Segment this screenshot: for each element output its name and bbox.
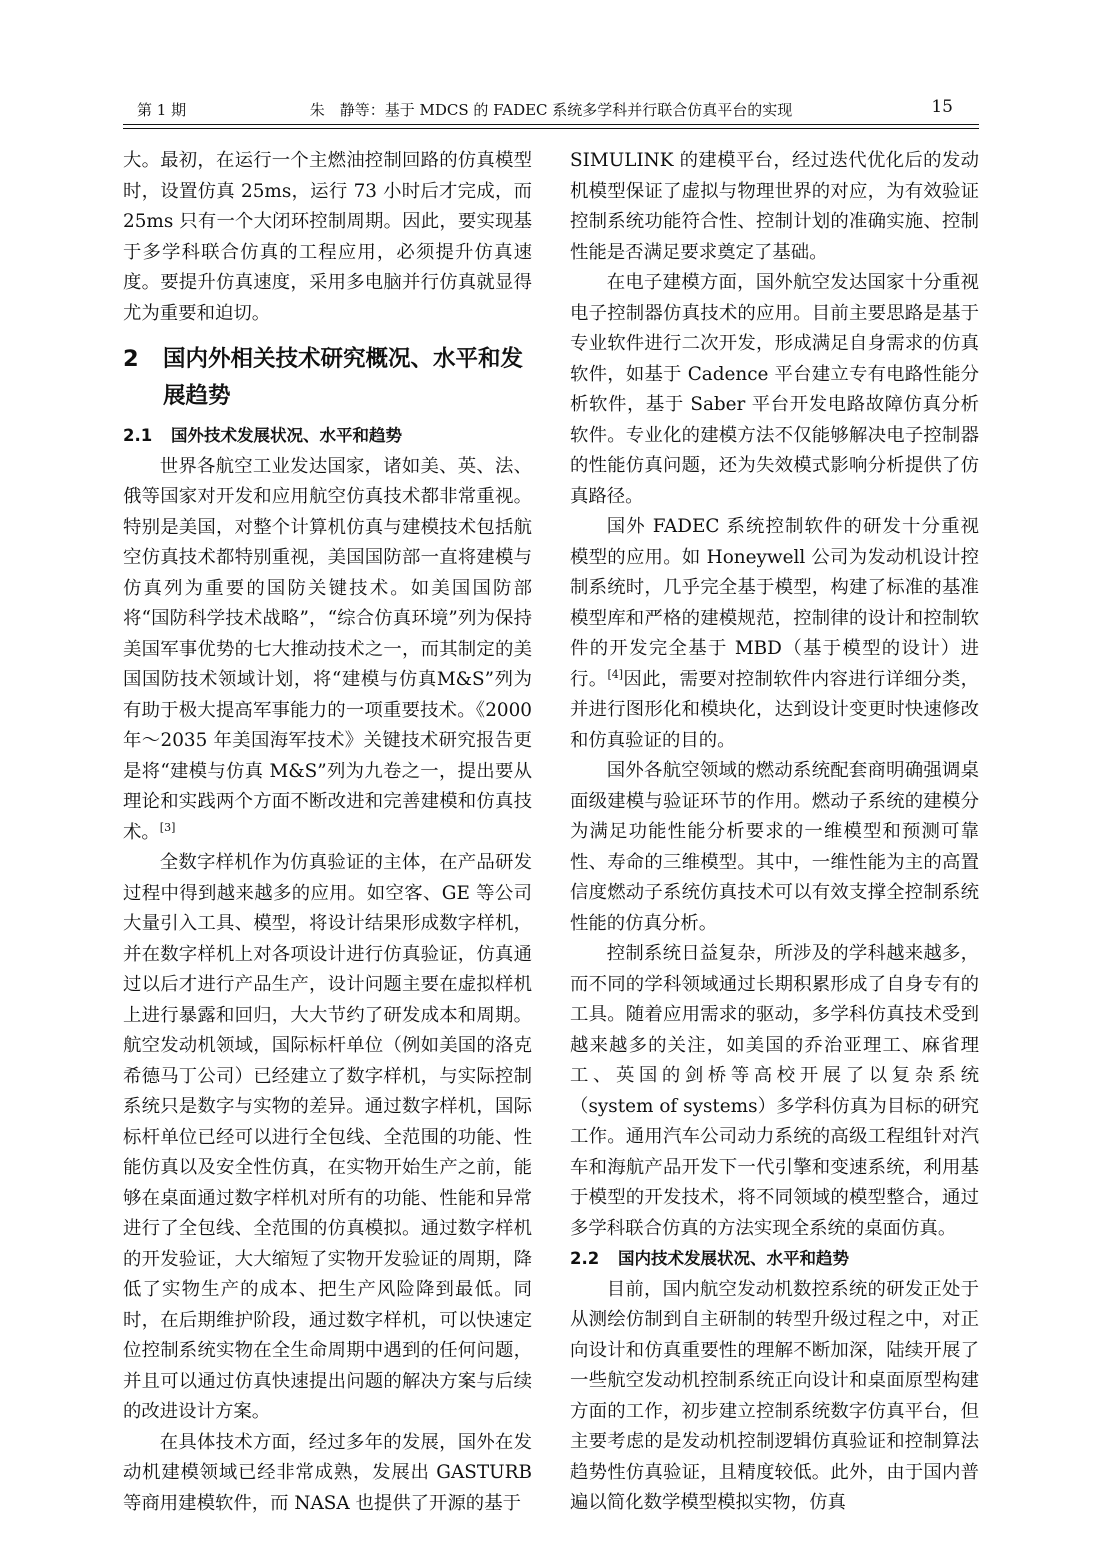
paragraph-continued: SIMULINK 的建模平台，经过迭代优化后的发动机模型保证了虚拟与物理世界的对应，为有效验证控制系统功能符合性、控制计划的准确实施、控制性能是否满足要求奠定了基础。 [570, 150, 979, 263]
paragraph-foreign-overview [123, 452, 532, 849]
paragraph-continued: 大。最初，在运行一个主燃油控制回路的仿真模型时，设置仿真 25ms，运行 73 小时后才完成，而 25ms 只有一个大闭环控制周期。因此，要实现基于多学科联合仿真的工程应用，必须提升仿真速度。要提升仿真速度，采用多电脑并行仿真就显得尤为重要和迫切。 [123, 150, 532, 324]
section-heading-2 [123, 341, 532, 415]
citation-ref: [4] [607, 667, 624, 681]
paragraph-domestic-status: 目前，国内航空发动机数控系统的研发正处于从测绘仿制到自主研制的转型升级过程之中，对正向设计和仿真重要性的理解不断加深，陆续开展了一些航空发动机控制系统正向设计和桌面原型构建方面的工作，初步建立控制系统数字仿真平台，但主要考虑的是发动机控制逻辑仿真验证和控制算法趋势性仿真验证，且精度较低。此外，由于国内普遍以简化数学模型模拟实物，仿真 [570, 1278, 979, 1513]
left-column [123, 146, 532, 1519]
paragraph-text: 世界各航空工业发达国家，诸如美、英、法、俄等国家对开发和应用航空仿真技术都非常重视。特别是美国，对整个计算机仿真与建模技术包括航空仿真技术都特别重视，美国国防部一直将建模与仿真列为重要的国防关键技术。如美国国防部将“国防科学技术战略”，“综合仿真环境”列为保持美国军事优势的七大推动技术之一，而其制定的美国国防技术领域计划，将“建模与仿真M&S”列为有助于极大提高军事能力的一项重要技术。《2000 年～2035 年美国海军技术》关键技术研究报告更是将“建模与仿真 M&S”列为九卷之一，提出要从理论和实践两个方面不断改进和完善建模和仿真技术。 [123, 455, 532, 843]
subsection-heading-2-2 [570, 1244, 979, 1275]
subsection-number: 2.1 [123, 426, 153, 445]
section-title: 国内外相关技术研究概况、水平和发展趋势 [163, 346, 524, 409]
right-column [570, 146, 979, 1519]
subsection-title: 国外技术发展状况、水平和趋势 [171, 426, 402, 445]
header-rule-thin [123, 128, 979, 129]
paragraph-electronic-modeling: 在电子建模方面，国外航空发达国家十分重视电子控制器仿真技术的应用。目前主要思路是基于专业软件进行二次开发，形成满足自身需求的仿真软件，如基于 Cadence 平台建立专有电路性能分析软件，基于 Saber 平台开发电路故障仿真分析软件。专业化的建模方法不仅能够解决电子控制器的性能仿真问题，还为失效模式影响分析提供了仿真路径。 [570, 272, 979, 507]
header-rule-thick [123, 124, 979, 125]
paragraph-digital-prototype: 全数字样机作为仿真验证的主体，在产品研发过程中得到越来越多的应用。如空客、GE 等公司大量引入工具、模型，将设计结果形成数字样机，并在数字样机上对各项设计进行仿真验证，仿真通过以后才进行产品生产，设计问题主要在虚拟样机上进行暴露和回归，大大节约了研发成本和周期。航空发动机领域，国际标杆单位（例如美国的洛克希德马丁公司）已经建立了数字样机，与实际控制系统只是数字与实物的差异。通过数字样机，国际标杆单位已经可以进行全包线、全范围的功能、性能仿真以及安全性仿真，在实物开始生产之前，能够在桌面通过数字样机对所有的功能、性能和异常进行了全包线、全范围的仿真模拟。通过数字样机的开发验证，大大缩短了实物开发验证的周期，降低了实物生产的成本、把生产风险降到最低。同时，在后期维护阶段，通过数字样机，可以快速定位控制系统实物在全生命周期中遇到的任何问题，并且可以通过仿真快速提出问题的解决方案与后续的改进设计方案。 [123, 852, 532, 1422]
section-number: 2 [123, 346, 139, 372]
page-number: 15 [931, 97, 953, 117]
paragraph-fuel-system: 国外各航空领域的燃动系统配套商明确强调桌面级建模与验证环节的作用。燃动子系统的建模分为满足功能性能分析要求的一维模型和预测可靠性、寿命的三维模型。其中，一维性能为主的高置信度燃动子系统仿真技术可以有效支撑全控制系统性能的仿真分析。 [570, 760, 979, 934]
subsection-heading-2-1 [123, 421, 532, 452]
paragraph-engine-modeling: 在具体技术方面，经过多年的发展，国外在发动机建模领域已经非常成熟，发展出 GASTURB 等商用建模软件，而 NASA 也提供了开源的基于 [123, 1431, 532, 1514]
journal-issue: 第 1 期 [137, 101, 187, 119]
paragraph-multidiscipline: 控制系统日益复杂，所涉及的学科越来越多，而不同的学科领域通过长期积累形成了自身专有的工具。随着应用需求的驱动，多学科仿真技术受到越来越多的关注，如美国的乔治亚理工、麻省理工、英国的剑桥等高校开展了以复杂系统（system of systems）多学科仿真为目标的研究工作。通用汽车公司动力系统的高级工程组针对汽车和海航产品开发下一代引擎和变速系统，利用基于模型的开发技术，将不同领域的模型整合，通过多学科联合仿真的方法实现全系统的桌面仿真。 [570, 943, 979, 1239]
running-header [123, 96, 979, 124]
running-title: 朱 静等：基于 MDCS 的 FADEC 系统多学科并行联合仿真平台的实现 [309, 101, 793, 119]
subsection-number: 2.2 [570, 1249, 600, 1268]
subsection-title: 国内技术发展状况、水平和趋势 [618, 1249, 849, 1268]
paragraph-text: 因此，需要对控制软件内容进行详细分类，并进行图形化和模块化，达到设计变更时快速修改和仿真验证的目的。 [570, 668, 979, 751]
paragraph-control-software [570, 512, 979, 756]
citation-ref: [3] [159, 820, 176, 834]
paragraph-text: 国外 FADEC 系统控制软件的研发十分重视模型的应用。如 Honeywell 公司为发动机设计控制系统时，几乎完全基于模型，构建了标准的基准模型库和严格的建模规范，控制律的设计和控制软件的开发完全基于 MBD（基于模型的设计）进行。 [570, 516, 979, 690]
